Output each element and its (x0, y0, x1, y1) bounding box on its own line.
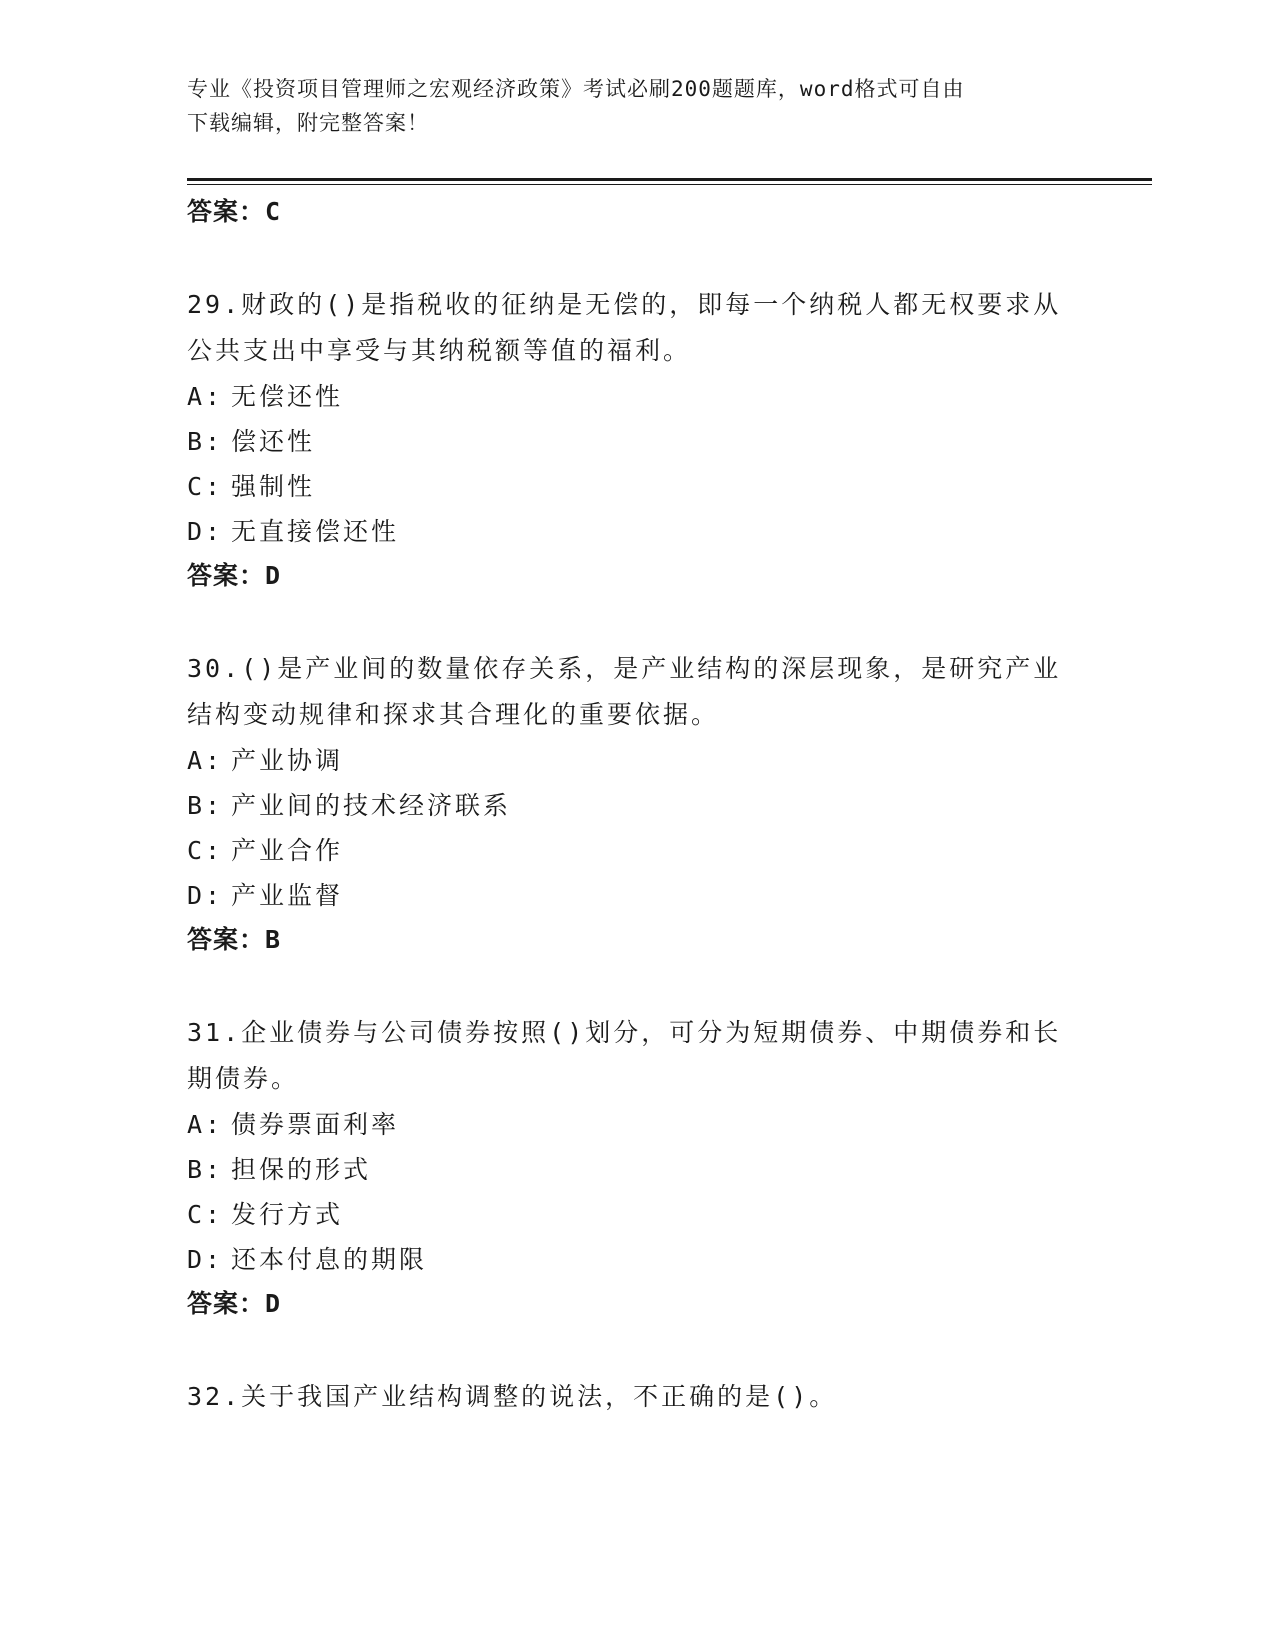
header-line-1: 专业《投资项目管理师之宏观经济政策》考试必刷200题题库，word格式可自由 (187, 77, 965, 101)
option-text: 无偿还性 (231, 382, 344, 411)
option-key: D: (187, 1245, 224, 1274)
question-text: 30.()是产业间的数量依存关系，是产业结构的深层现象，是研究产业结构变动规律和探求其合理化的重要依据。 (187, 654, 1062, 729)
answer-line: 答案：C (187, 197, 282, 226)
question-text: 29.财政的()是指税收的征纳是无偿的，即每一个纳税人都无权要求从公共支出中享受与其纳税额等值的福利。 (187, 290, 1062, 365)
question-block (187, 1010, 1077, 1374)
option-item (187, 374, 1077, 419)
header-divider-thin (187, 184, 1152, 185)
option-text: 偿还性 (231, 427, 316, 456)
answer-line: 答案：D (187, 1289, 282, 1318)
option-item (187, 1192, 1077, 1237)
option-item (187, 419, 1077, 464)
option-text: 无直接偿还性 (231, 517, 400, 546)
answer-line: 答案：B (187, 925, 282, 954)
option-key: B: (187, 427, 224, 456)
question-list (187, 190, 1077, 1420)
question-block (187, 646, 1077, 1010)
option-item (187, 1102, 1077, 1147)
option-key: D: (187, 517, 224, 546)
question-text: 32.关于我国产业结构调整的说法，不正确的是()。 (187, 1382, 838, 1411)
option-key: C: (187, 836, 224, 865)
option-text: 产业合作 (231, 836, 344, 865)
option-text: 产业协调 (231, 746, 344, 775)
option-item (187, 1147, 1077, 1192)
option-text: 发行方式 (231, 1200, 344, 1229)
question-text: 31.企业债券与公司债券按照()划分，可分为短期债券、中期债券和长期债券。 (187, 1018, 1062, 1093)
option-text: 强制性 (231, 472, 316, 501)
option-key: A: (187, 1110, 224, 1139)
option-item (187, 1237, 1077, 1282)
option-key: D: (187, 881, 224, 910)
question-block (187, 1374, 1077, 1420)
answer-line: 答案：D (187, 561, 282, 590)
option-key: A: (187, 746, 224, 775)
header-line-2: 下载编辑，附完整答案！ (187, 111, 429, 135)
header-divider-thick (187, 178, 1152, 181)
option-text: 产业间的技术经济联系 (231, 791, 512, 820)
option-key: C: (187, 1200, 224, 1229)
option-item (187, 783, 1077, 828)
option-text: 债券票面利率 (231, 1110, 400, 1139)
option-key: C: (187, 472, 224, 501)
option-key: B: (187, 791, 224, 820)
option-text: 产业监督 (231, 881, 344, 910)
document-header (187, 72, 1067, 140)
question-block (187, 282, 1077, 646)
option-key: A: (187, 382, 224, 411)
option-item (187, 464, 1077, 509)
option-item (187, 873, 1077, 918)
option-item (187, 828, 1077, 873)
option-key: B: (187, 1155, 224, 1184)
option-text: 担保的形式 (231, 1155, 372, 1184)
option-text: 还本付息的期限 (231, 1245, 428, 1274)
option-item (187, 509, 1077, 554)
option-item (187, 738, 1077, 783)
